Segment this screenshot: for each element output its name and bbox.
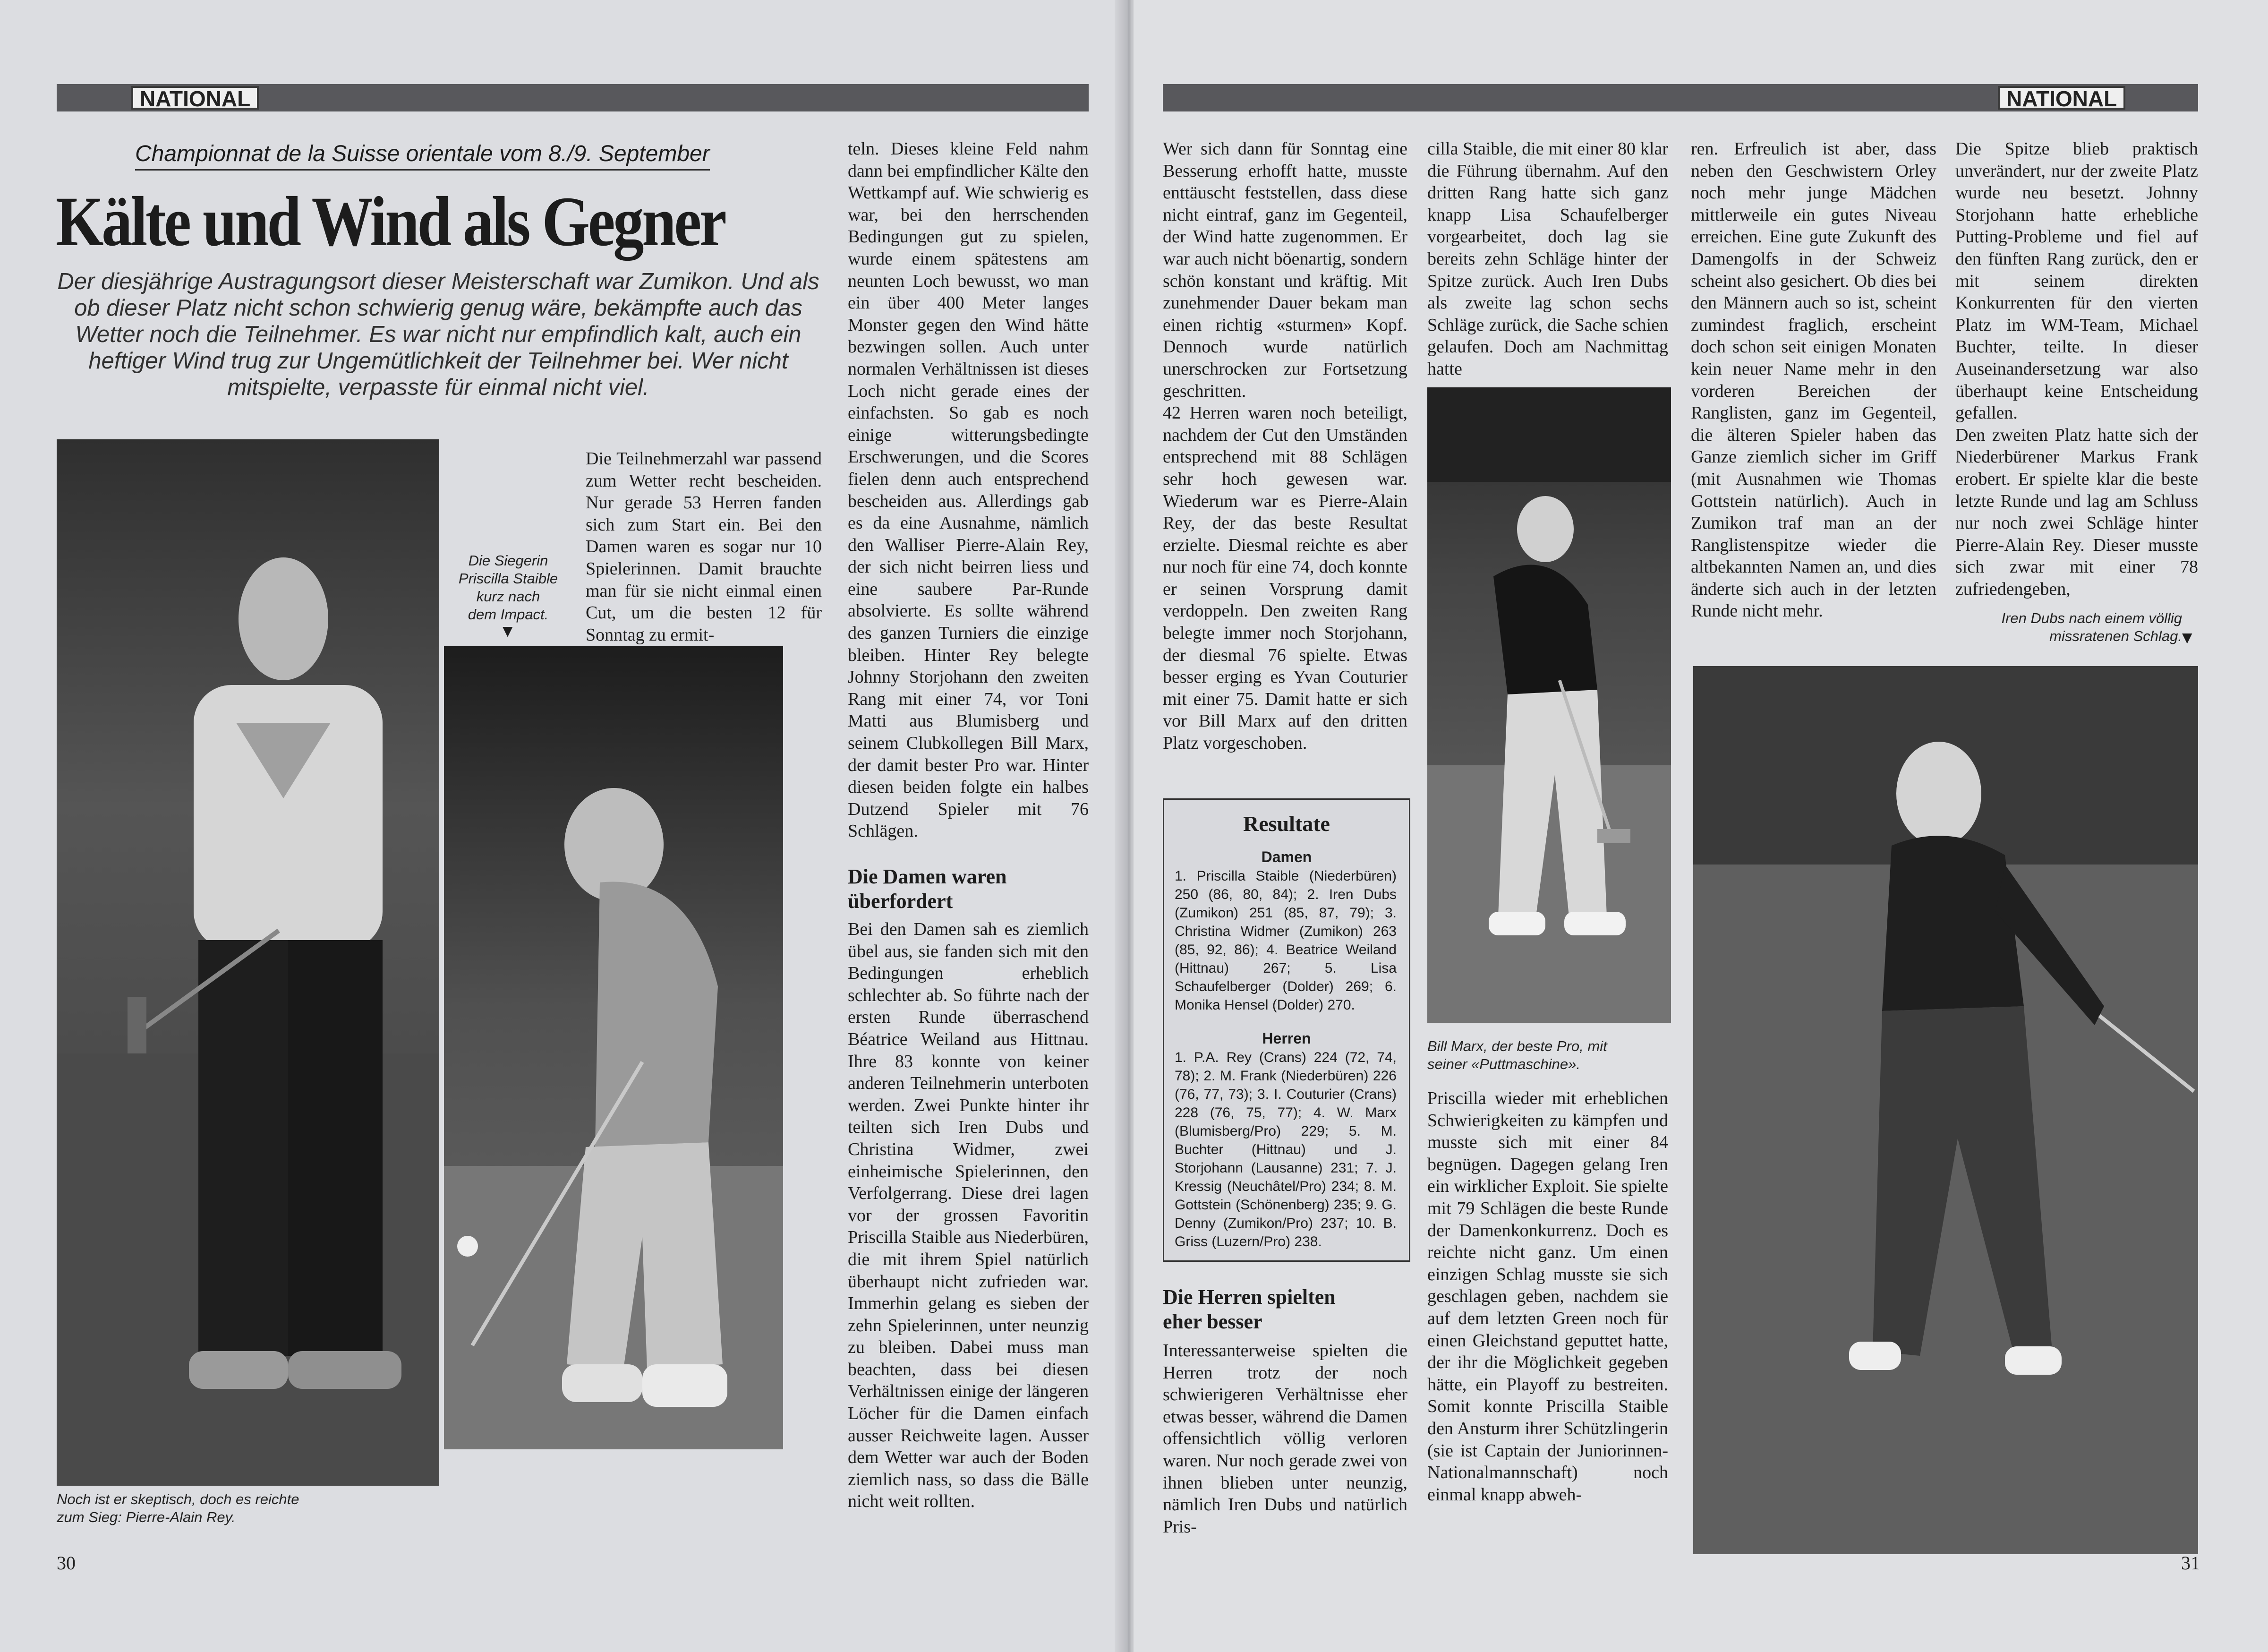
golfer-swing-illustration: [444, 646, 783, 1449]
section-band: [1163, 84, 2198, 111]
photo4-caption: Iren Dubs nach einem völlig missratenen Schlag.: [2001, 610, 2182, 644]
right-page: [1134, 0, 2268, 1652]
photo2-caption: Die Siegerin Priscilla Staible kurz nach dem Impact.: [458, 552, 558, 623]
kicker: Championnat de la Suisse orientale vom 8./9. September: [135, 140, 710, 171]
photo-priscilla-staible: [444, 646, 783, 1449]
right-column-4: Die Spitze blieb praktisch unverändert, nur der zweite Platz wurde neu besetzt. Johnny Storjohann hatte erhebliche Putting-Probleme und fiel auf den fünften Rang zurück, den er mit seinem direkten Konkurrenten für den vierten Platz im WM-Team, Michael Buchter, teilte. In dieser Auseinandersetzung war also überhaupt keine Entscheidung gefallen. Den zweiten Platz hatte sich der Niederbürener Markus Frank erobert. Er spielte klar die beste letzte Runde und lag am Schluss nur noch zwei Schläge hinter Pierre-Alain Rey. Dieser musste sich zwar mit einer 78 zufriedengeben,: [1955, 139, 2198, 599]
caption-pointer-icon: ▼: [503, 623, 513, 639]
photo3-caption: Bill Marx, der beste Pro, mit seiner «Puttmaschine».: [1427, 1038, 1607, 1072]
page-number-left: 30: [57, 1552, 76, 1574]
right-column-1b: Interessanterweise spielten die Herren trotz der noch schwierigeren Verhältnisse eher etwas besser, während die Damen offensichtlich völlig verloren waren. Nur noch gerade zwei von ihnen blieben unter neunzig, nämlich Iren Dubs und natürlich Pris-: [1163, 1341, 1407, 1537]
results-box: [1163, 798, 1410, 1262]
results-damen-text: 1. Priscilla Staible (Niederbüren) 250 (86, 80, 84); 2. Iren Dubs (Zumikon) 251 (85, 87, 79); 3. Christina Widmer (Zumikon) 263 (85, 92, 86); 4. Beatrice Weiland (Hittnau) 267; 5. Lisa Schaufelberger (Dolder) 269; 6. Monika Hensel (Dolder) 270.: [1175, 868, 1397, 1013]
right-column-2b: Priscilla wieder mit erheblichen Schwierigkeiten zu kämpfen und musste sich mit einer 84 begnügen. Dagegen gelang Iren ein wirklicher Exploit. Sie spielte mit 79 Schlägen die beste Runde der Damenkonkurrenz. Doch es reichte nicht ganz. Um einen einzigen Schlag musste sie sich geschlagen geben, nachdem sie auf dem letzten Green noch für einen Gleichstand geputtet hatte, der ihr die Möglichkeit gegeben hätte, ein Playoff zu bestreiten. Somit konnte Priscilla Staible den Ansturm ihrer Schützlingerin (sie ist Captain der Juniorinnen-Nationalmannschaft) noch einmal knapp abweh-: [1427, 1088, 1668, 1505]
page-number-right: 31: [2181, 1552, 2200, 1574]
results-herren-heading: Herren: [1262, 1030, 1311, 1047]
photo-bill-marx: [1427, 387, 1671, 1023]
results-damen-heading: Damen: [1261, 848, 1312, 865]
right-column-2: cilla Staible, die mit einer 80 klar die Führung übernahm. Auf den dritten Rang hatte sich ganz knapp Lisa Schaufelberger vorgearbeitet, doch lag sie bereits zehn Schläge hinter der Spitze zurück. Auch Iren Dubs als zweite lag schon sechs Schläge zurück, die Sache schien gelaufen. Doch am Nachmittag hatte: [1427, 139, 1668, 379]
caption-pointer-icon: ▼: [2182, 630, 2192, 645]
putting-golfer-illustration: [1427, 387, 1671, 1023]
photo-iren-dubs: [1693, 666, 2198, 1554]
left-page: [0, 0, 1124, 1652]
photo-pierre-alain-rey: [57, 439, 439, 1486]
golfer-photo-illustration: [57, 439, 439, 1486]
section-label: NATIONAL: [131, 86, 259, 110]
woman-golfer-illustration: [1693, 666, 2198, 1554]
results-herren-text: 1. P.A. Rey (Crans) 224 (72, 74, 78); 2. M. Frank (Niederbüren) 226 (76, 77, 73); 3. I. Couturier (Crans) 228 (76, 75, 77); 4. W. Marx (Blumisberg/Pro) 229; 5. M. Buchter (Hittnau) und J. Storjohann (Lausanne) 231; 7. J. Kressig (Neuchâtel/Pro) 234; 8. M. Gottstein (Schönenberg) 235; 9. G. Denny (Zumikon/Pro) 237; 10. B. Griss (Luzern/Pro) 238.: [1175, 1050, 1397, 1250]
right-column-1: Wer sich dann für Sonntag eine Besserung erhofft hatte, musste enttäuscht feststellen, dass diese nicht eintraf, ganz im Gegenteil, der Wind hatte zugenommen. Er war auch nicht böenartig, sondern schön konstant und kräftig. Mit zunehmender Dauer bekam man einen richtig «sturmen» Kopf. Dennoch wurde natürlich unerschrocken zur Fortsetzung geschritten. 42 Herren waren noch beteiligt, nachdem der Cut den Umständen entsprechend mit 88 Schlägen sehr hoch gewesen war. Wiederum war es Pierre-Alain Rey, der das beste Resultat erzielte. Diesmal reichte es aber nur noch für eine 74, doch konnte er seinen Vorsprung damit verdoppeln. Den zweiten Rang belegte immer noch Storjohann, der diesmal 76 spielte. Etwas besser erging es Yvan Couturier mit einer 75. Damit hatte er sich vor Bill Marx auf den dritten Platz vorgeschoben.: [1163, 139, 1407, 753]
headline: Kälte und Wind als Gegner: [56, 182, 725, 261]
photo1-caption: Noch ist er skeptisch, doch es reichte zum Sieg: Pierre-Alain Rey.: [57, 1491, 299, 1525]
right-column-3: ren. Erfreulich ist aber, dass neben den Geschwistern Orley noch mehr junge Mädchen mittlerweile ein gutes Niveau erreichen. Eine gute Zukunft des Damengolfs in der Schweiz scheint also gesichert. Ob dies bei den Männern auch so ist, scheint zumindest fraglich, erscheint doch schon seit einigen Monaten kein neuer Name mehr in den vorderen Bereichen der Ranglisten, ganz im Gegenteil, die älteren Spieler haben das Ganze ziemlich sicher im Griff (mit Ausnahmen wie Thomas Gottstein natürlich). Auch in Zumikon traf man an der Ranglistenspitze wieder die altbekannten Namen an, und dies änderte sich auch in der letzten Runde nicht mehr.: [1691, 139, 1936, 621]
lead-paragraph: Der diesjährige Austragungsort dieser Meisterschaft war Zumikon. Und als ob dieser Platz nicht schon schwierig genug wäre, bekämpfte auch das Wetter noch die Teilnehmer. Es war nicht nur empfindlich kalt, auch ein heftiger Wind trug zur Ungemütlichkeit der Teilnehmer bei. Wer nicht mitspielte, verpasste für einmal nicht viel.: [57, 269, 819, 400]
subhead-damen: Die Damen waren überfordert: [848, 865, 1007, 913]
left-column-2b: Bei den Damen sah es ziemlich übel aus, sie fanden sich mit den Bedingungen erheblich schlechter ab. So führte nach der ersten Runde überraschend Béatrice Weiland aus Hittnau. Ihre 83 konnte von keiner anderen Teilnehmerin unterboten werden. Zwei Punkte hinter ihr teilten sich Iren Dubs und Christina Widmer, zwei einheimische Spielerinnen, den Verfolgerrang. Diese drei lagen vor der grossen Favoritin Priscilla Staible aus Niederbüren, die mit ihrem Spiel natürlich überhaupt nicht zufrieden war. Immerhin gelang es sieben der zehn Spielerinnen, unter neunzig zu bleiben. Dabei muss man beachten, dass bei diesen Verhältnissen einige der längeren Löcher für die Damen einfach ausser Reichweite lagen. Ausser dem Wetter war auch der Boden ziemlich nass, so dass die Bälle nicht weit rollten.: [848, 919, 1089, 1512]
subhead-herren: Die Herren spielten eher besser: [1163, 1285, 1336, 1333]
results-title: Resultate: [1243, 812, 1330, 836]
left-column-1: Die Teilnehmerzahl war passend zum Wetter recht bescheiden. Nur gerade 53 Herren fanden sich zum Start ein. Bei den Damen waren es sogar nur 10 Spielerinnen. Damit brauchte man für sie nicht einmal einen Cut, um die besten 12 für Sonntag zu ermit-: [586, 449, 822, 645]
left-column-2: teln. Dieses kleine Feld nahm dann bei empfindlicher Kälte den Wettkampf auf. Wie schwierig es war, bei den herrschenden Bedingungen gut zu spielen, wurde einem spätestens am neunten Loch bewusst, wo man ein über 400 Meter langes Monster gegen den Wind hätte bezwingen sollen. Auch unter normalen Verhältnissen ist dieses Loch nicht gerade eines der einfachsten. So gab es noch einige witterungsbedingte Erschwerungen, und die Scores fielen denn auch entsprechend bescheiden aus. Allerdings gab es da eine Ausnahme, nämlich den Walliser Pierre-Alain Rey, der sich nicht beirren liess und eine saubere Par-Runde absolvierte. Es sollte während des ganzen Turniers die einzige bleiben. Hinter Rey belegte Johnny Storjohann den zweiten Rang mit einer 74, vor Toni Matti aus Blumisberg und seinem Clubkollegen Bill Marx, der damit bester Pro war. Hinter diesen beiden folgte ein halbes Dutzend Spieler mit 76 Schlägen.: [848, 139, 1089, 841]
section-label: NATIONAL: [1998, 86, 2125, 110]
section-band: [57, 84, 1089, 111]
